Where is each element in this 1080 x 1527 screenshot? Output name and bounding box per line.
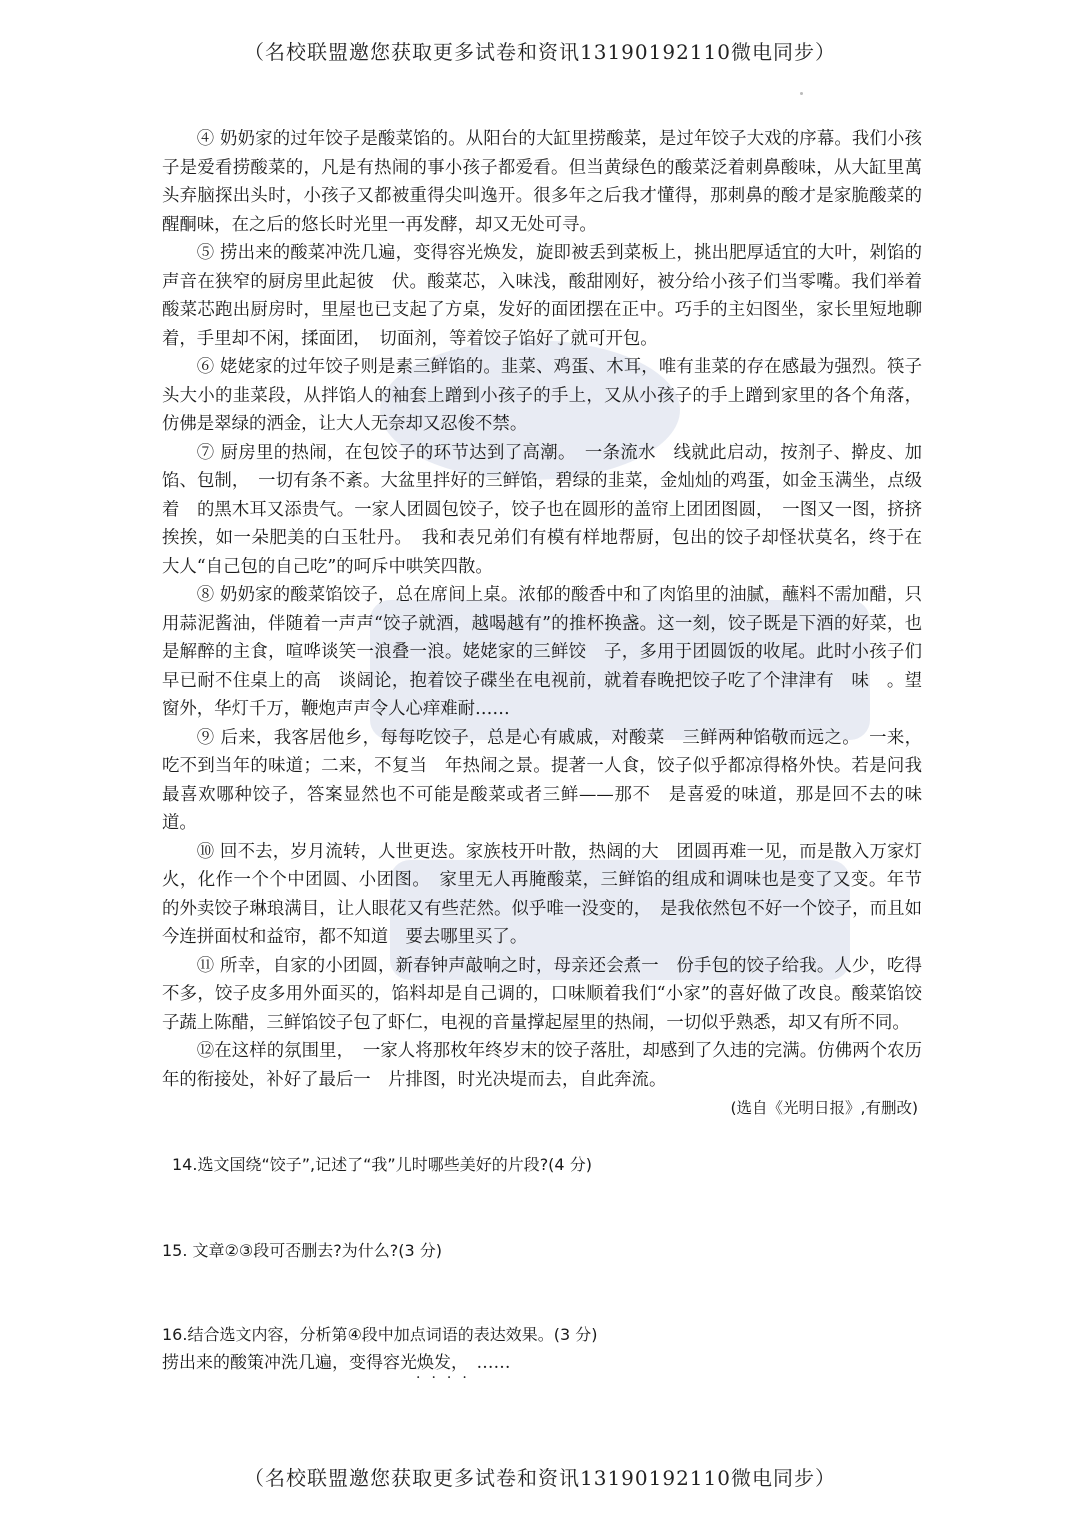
question-15: 15. 文章②③段可否删去?为什么?(3 分) <box>162 1241 442 1260</box>
emphasis-dots: ···· <box>416 1370 478 1386</box>
paragraph-12: ⑫在这样的氛围里， 一家人将那枚年终岁末的饺子落肚，却感到了久违的完满。仿佛两个农历年的衔接处，补好了最后一 片排图，时光决堤而去，自此奔流。 <box>162 1041 922 1090</box>
paragraph-4: ④ 奶奶家的过年饺子是酸菜馅的。从阳台的大缸里捞酸菜，是过年饺子大戏的序幕。我们小孩子是爱看捞酸菜的，凡是有热闹的事小孩子都爱看。但当黄绿色的酸菜泛着刺鼻酸味，从大缸里萬头弃脑探出头时，小孩子又都被重得尖叫逸开。很多年之后我才懂得，那刺鼻的酸才是家脆酸菜的醒酮味，在之后的悠长时光里一再发酵，却又无处可寻。 <box>162 129 922 235</box>
article-source: (选自《光明日报》,有删改) <box>730 1099 918 1117</box>
footer-banner: （名校联盟邀您获取更多试卷和资讯13190192110微电同步） <box>244 1466 836 1490</box>
paragraph-7: ⑦ 厨房里的热闹，在包饺子的环节达到了高潮。 一条流水 线就此启动，按剂子、擀皮、加馅、包制， 一切有条不紊。大盆里拌好的三鲜馅，碧绿的韭菜，金灿灿的鸡蛋，如金玉满坐，点级着 的黑木耳又添贵气。一家人团圆包饺子，饺子也在圆形的盖帘上团团图圆， 一图又一图，挤挤挨挨，如一朵肥美的白玉牡丹。 我和表兄弟们有模有样地帮厨，包出的饺子却怪状莫名，终于在 大人“自己包的自己吃”的呵斥中哄笑四散。 <box>162 442 940 577</box>
paragraph-10: ⑩ 回不去，岁月流转，人世更迭。家族枝开叶散，热阔的大 团圆再难一见，而是散入万家灯火，化作一个个中团圆、小团图。 家里无人再腌酸菜，三鲜馅的组成和调味也是变了又变。年节 的外卖饺子琳琅满目，让人眼花又有些茫然。似乎唯一没变的， 是我依然包不好一个饺子，而且如今连拼面杖和益帘，都不知道 要去哪里买了。 <box>162 841 940 947</box>
question-16-quote: 捞出来的酸策冲洗几遍，变得容光焕发， …… <box>162 1353 511 1373</box>
paragraph-6: ⑥ 姥姥家的过年饺子则是素三鲜馅的。韭菜、鸡蛋、木耳，唯有韭菜的存在感最为强烈。筷子头大小的韭菜段，从拌馅人的袖套上蹭到小孩子的手上，又从小孩子的手上蹭到家里的各个角落，仿佛是翠绿的洒金，让大人无奈却又忍俊不禁。 <box>162 357 922 434</box>
paragraph-8: ⑧ 奶奶家的酸菜馅饺子，总在席间上桌。浓郁的酸香中和了肉馅里的油腻，蘸料不需加醋，只用蒜泥酱油，伴随着一声声“饺子就酒，越喝越有”的推杯换盏。这一刻，饺子既是下酒的好菜，也是解醉的主食，喧哗谈笑一浪叠一浪。姥姥家的三鲜饺 子，多用于团圆饭的收尾。此时小孩子们早已耐不住桌上的高 谈阔论，抱着饺子碟坐在电视前，就着春晚把饺子吃了个津津有 味 。望窗外，华灯千万，鞭炮声声令人心痒难耐…… <box>162 585 922 719</box>
paragraph-5: ⑤ 捞出来的酸菜冲洗几遍，变得容光焕发，旋即被丢到菜板上，挑出肥厚适宜的大叶，剁馅的声音在狭窄的厨房里此起彼 伏。酸菜芯，入味浅，酸甜刚好，被分给小孩子们当零嘴。我们举着酸菜芯跑出厨房时，里屋也已支起了方桌，发好的面团摆在正中。巧手的主妇图坐，家长里短地聊着，手里却不闲，揉面团， 切面剂，等着饺子馅好了就可开包。 <box>162 243 922 349</box>
header-banner: （名校联盟邀您获取更多试卷和资讯13190192110微电同步） <box>244 40 836 64</box>
question-14: 14.选文国绕“饺子”,记述了“我”儿时哪些美好的片段?(4 分) <box>172 1155 592 1174</box>
article-body <box>162 125 940 1122</box>
paragraph-11: ⑪ 所幸，自家的小团圆，新春钟声敲响之时，母亲还会煮一 份手包的饺子给我。人少，吃得不多，饺子皮多用外面买的，馅料却是自己调的，口味顺着我们“小家”的喜好做了改良。酸菜馅饺子蔬上陈醋，三鲜馅饺子包了虾仁，电视的音量撑起屋里的热闹，一切似乎熟悉，却又有所不同。 <box>162 955 922 1033</box>
question-16: 16.结合选文内容，分析第④段中加点词语的表达效果。(3 分) <box>162 1325 598 1344</box>
scan-speck <box>800 92 803 95</box>
paragraph-9: ⑨ 后来，我客居他乡，每每吃饺子，总是心有戚戚，对酸菜 三鲜两种馅敬而远之。 一来，吃不到当年的味道；二来，不复当 年热闹之景。提著一人食，饺子似乎都凉得格外快。若是问我 最喜欢哪种饺子，答案显然也不可能是酸菜或者三鲜——那不 是喜爱的味道，那是回不去的味道。 <box>162 727 940 833</box>
